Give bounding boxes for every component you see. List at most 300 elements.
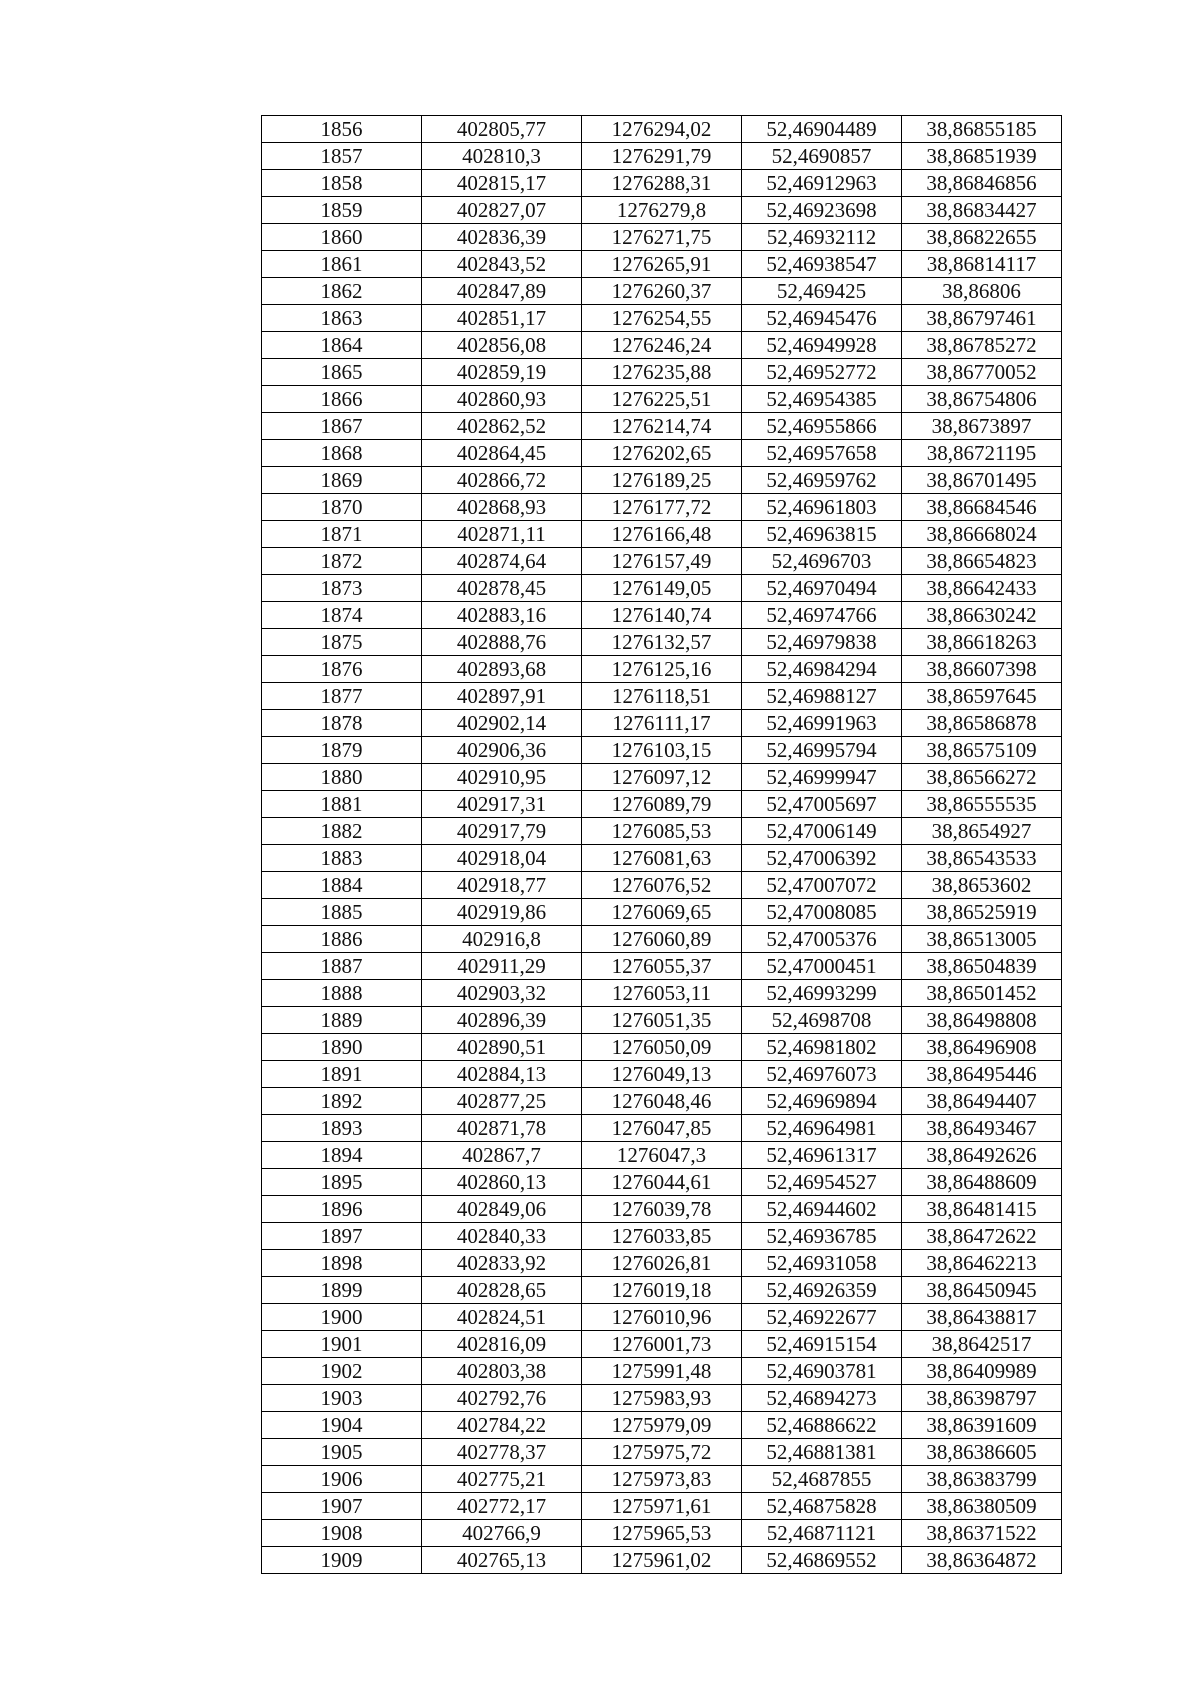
longitude-cell: 38,86391609 — [902, 1412, 1062, 1439]
x-coordinate-cell: 402765,13 — [422, 1547, 582, 1574]
y-coordinate-cell: 1276103,15 — [582, 737, 742, 764]
table-row — [262, 305, 1062, 332]
latitude-cell: 52,4687855 — [742, 1466, 902, 1493]
point-number-cell: 1896 — [262, 1196, 422, 1223]
y-coordinate-cell: 1276225,51 — [582, 386, 742, 413]
longitude-cell: 38,86851939 — [902, 143, 1062, 170]
point-number-cell: 1872 — [262, 548, 422, 575]
point-number-cell: 1866 — [262, 386, 422, 413]
latitude-cell: 52,47008085 — [742, 899, 902, 926]
longitude-cell: 38,86586878 — [902, 710, 1062, 737]
x-coordinate-cell: 402816,09 — [422, 1331, 582, 1358]
x-coordinate-cell: 402902,14 — [422, 710, 582, 737]
point-number-cell: 1870 — [262, 494, 422, 521]
table-row — [262, 1412, 1062, 1439]
table-row — [262, 1169, 1062, 1196]
point-number-cell: 1906 — [262, 1466, 422, 1493]
point-number-cell: 1905 — [262, 1439, 422, 1466]
x-coordinate-cell: 402847,89 — [422, 278, 582, 305]
y-coordinate-cell: 1276254,55 — [582, 305, 742, 332]
longitude-cell: 38,86501452 — [902, 980, 1062, 1007]
table-row — [262, 575, 1062, 602]
x-coordinate-cell: 402866,72 — [422, 467, 582, 494]
longitude-cell: 38,86450945 — [902, 1277, 1062, 1304]
table-row — [262, 1520, 1062, 1547]
point-number-cell: 1897 — [262, 1223, 422, 1250]
y-coordinate-cell: 1276060,89 — [582, 926, 742, 953]
table-row — [262, 1088, 1062, 1115]
latitude-cell: 52,46954527 — [742, 1169, 902, 1196]
longitude-cell: 38,86383799 — [902, 1466, 1062, 1493]
longitude-cell: 38,86472622 — [902, 1223, 1062, 1250]
x-coordinate-cell: 402862,52 — [422, 413, 582, 440]
table-row — [262, 413, 1062, 440]
latitude-cell: 52,46999947 — [742, 764, 902, 791]
longitude-cell: 38,86462213 — [902, 1250, 1062, 1277]
table-row — [262, 1034, 1062, 1061]
y-coordinate-cell: 1276069,65 — [582, 899, 742, 926]
longitude-cell: 38,86721195 — [902, 440, 1062, 467]
latitude-cell: 52,46944602 — [742, 1196, 902, 1223]
table-row — [262, 1277, 1062, 1304]
table-row — [262, 1331, 1062, 1358]
y-coordinate-cell: 1276026,81 — [582, 1250, 742, 1277]
x-coordinate-cell: 402919,86 — [422, 899, 582, 926]
latitude-cell: 52,46959762 — [742, 467, 902, 494]
longitude-cell: 38,86701495 — [902, 467, 1062, 494]
point-number-cell: 1871 — [262, 521, 422, 548]
longitude-cell: 38,86438817 — [902, 1304, 1062, 1331]
y-coordinate-cell: 1276149,05 — [582, 575, 742, 602]
y-coordinate-cell: 1275983,93 — [582, 1385, 742, 1412]
x-coordinate-cell: 402906,36 — [422, 737, 582, 764]
longitude-cell: 38,86575109 — [902, 737, 1062, 764]
x-coordinate-cell: 402849,06 — [422, 1196, 582, 1223]
longitude-cell: 38,86409989 — [902, 1358, 1062, 1385]
latitude-cell: 52,47000451 — [742, 953, 902, 980]
longitude-cell: 38,86754806 — [902, 386, 1062, 413]
y-coordinate-cell: 1276047,85 — [582, 1115, 742, 1142]
x-coordinate-cell: 402884,13 — [422, 1061, 582, 1088]
y-coordinate-cell: 1276044,61 — [582, 1169, 742, 1196]
longitude-cell: 38,8654927 — [902, 818, 1062, 845]
table-row — [262, 1061, 1062, 1088]
coordinates-table-body — [262, 116, 1062, 1574]
table-row — [262, 872, 1062, 899]
x-coordinate-cell: 402860,93 — [422, 386, 582, 413]
y-coordinate-cell: 1276047,3 — [582, 1142, 742, 1169]
point-number-cell: 1857 — [262, 143, 422, 170]
y-coordinate-cell: 1276089,79 — [582, 791, 742, 818]
point-number-cell: 1909 — [262, 1547, 422, 1574]
longitude-cell: 38,86513005 — [902, 926, 1062, 953]
latitude-cell: 52,47005697 — [742, 791, 902, 818]
x-coordinate-cell: 402877,25 — [422, 1088, 582, 1115]
longitude-cell: 38,86770052 — [902, 359, 1062, 386]
longitude-cell: 38,86386605 — [902, 1439, 1062, 1466]
point-number-cell: 1864 — [262, 332, 422, 359]
point-number-cell: 1898 — [262, 1250, 422, 1277]
latitude-cell: 52,46954385 — [742, 386, 902, 413]
y-coordinate-cell: 1276050,09 — [582, 1034, 742, 1061]
point-number-cell: 1899 — [262, 1277, 422, 1304]
x-coordinate-cell: 402897,91 — [422, 683, 582, 710]
latitude-cell: 52,46912963 — [742, 170, 902, 197]
y-coordinate-cell: 1276271,75 — [582, 224, 742, 251]
longitude-cell: 38,86525919 — [902, 899, 1062, 926]
x-coordinate-cell: 402851,17 — [422, 305, 582, 332]
x-coordinate-cell: 402836,39 — [422, 224, 582, 251]
x-coordinate-cell: 402778,37 — [422, 1439, 582, 1466]
table-row — [262, 332, 1062, 359]
longitude-cell: 38,86797461 — [902, 305, 1062, 332]
x-coordinate-cell: 402868,93 — [422, 494, 582, 521]
point-number-cell: 1869 — [262, 467, 422, 494]
y-coordinate-cell: 1275961,02 — [582, 1547, 742, 1574]
y-coordinate-cell: 1276132,57 — [582, 629, 742, 656]
table-row — [262, 710, 1062, 737]
table-row — [262, 386, 1062, 413]
latitude-cell: 52,46955866 — [742, 413, 902, 440]
point-number-cell: 1879 — [262, 737, 422, 764]
longitude-cell: 38,8642517 — [902, 1331, 1062, 1358]
y-coordinate-cell: 1276118,51 — [582, 683, 742, 710]
latitude-cell: 52,46991963 — [742, 710, 902, 737]
point-number-cell: 1891 — [262, 1061, 422, 1088]
longitude-cell: 38,86684546 — [902, 494, 1062, 521]
latitude-cell: 52,46932112 — [742, 224, 902, 251]
longitude-cell: 38,86398797 — [902, 1385, 1062, 1412]
longitude-cell: 38,86380509 — [902, 1493, 1062, 1520]
point-number-cell: 1876 — [262, 656, 422, 683]
longitude-cell: 38,86364872 — [902, 1547, 1062, 1574]
longitude-cell: 38,8653602 — [902, 872, 1062, 899]
latitude-cell: 52,46949928 — [742, 332, 902, 359]
x-coordinate-cell: 402910,95 — [422, 764, 582, 791]
latitude-cell: 52,46964981 — [742, 1115, 902, 1142]
x-coordinate-cell: 402784,22 — [422, 1412, 582, 1439]
x-coordinate-cell: 402896,39 — [422, 1007, 582, 1034]
y-coordinate-cell: 1275965,53 — [582, 1520, 742, 1547]
point-number-cell: 1883 — [262, 845, 422, 872]
table-row — [262, 170, 1062, 197]
point-number-cell: 1903 — [262, 1385, 422, 1412]
table-row — [262, 1250, 1062, 1277]
longitude-cell: 38,86846856 — [902, 170, 1062, 197]
y-coordinate-cell: 1276279,8 — [582, 197, 742, 224]
latitude-cell: 52,47006392 — [742, 845, 902, 872]
point-number-cell: 1893 — [262, 1115, 422, 1142]
table-row — [262, 818, 1062, 845]
latitude-cell: 52,46894273 — [742, 1385, 902, 1412]
point-number-cell: 1885 — [262, 899, 422, 926]
point-number-cell: 1889 — [262, 1007, 422, 1034]
latitude-cell: 52,46936785 — [742, 1223, 902, 1250]
table-row — [262, 1304, 1062, 1331]
latitude-cell: 52,46886622 — [742, 1412, 902, 1439]
longitude-cell: 38,86498808 — [902, 1007, 1062, 1034]
table-row — [262, 1196, 1062, 1223]
y-coordinate-cell: 1276019,18 — [582, 1277, 742, 1304]
y-coordinate-cell: 1276051,35 — [582, 1007, 742, 1034]
y-coordinate-cell: 1276235,88 — [582, 359, 742, 386]
latitude-cell: 52,46938547 — [742, 251, 902, 278]
latitude-cell: 52,46976073 — [742, 1061, 902, 1088]
table-row — [262, 1142, 1062, 1169]
table-row — [262, 926, 1062, 953]
table-row — [262, 899, 1062, 926]
latitude-cell: 52,4690857 — [742, 143, 902, 170]
y-coordinate-cell: 1276053,11 — [582, 980, 742, 1007]
x-coordinate-cell: 402918,77 — [422, 872, 582, 899]
point-number-cell: 1863 — [262, 305, 422, 332]
y-coordinate-cell: 1276294,02 — [582, 116, 742, 143]
longitude-cell: 38,86555535 — [902, 791, 1062, 818]
longitude-cell: 38,86668024 — [902, 521, 1062, 548]
latitude-cell: 52,46922677 — [742, 1304, 902, 1331]
x-coordinate-cell: 402803,38 — [422, 1358, 582, 1385]
x-coordinate-cell: 402918,04 — [422, 845, 582, 872]
longitude-cell: 38,86785272 — [902, 332, 1062, 359]
y-coordinate-cell: 1276049,13 — [582, 1061, 742, 1088]
y-coordinate-cell: 1275979,09 — [582, 1412, 742, 1439]
longitude-cell: 38,86488609 — [902, 1169, 1062, 1196]
x-coordinate-cell: 402916,8 — [422, 926, 582, 953]
x-coordinate-cell: 402828,65 — [422, 1277, 582, 1304]
y-coordinate-cell: 1275973,83 — [582, 1466, 742, 1493]
x-coordinate-cell: 402840,33 — [422, 1223, 582, 1250]
table-row — [262, 656, 1062, 683]
x-coordinate-cell: 402903,32 — [422, 980, 582, 1007]
latitude-cell: 52,46904489 — [742, 116, 902, 143]
latitude-cell: 52,46915154 — [742, 1331, 902, 1358]
table-row — [262, 521, 1062, 548]
table-row — [262, 1007, 1062, 1034]
table-row — [262, 197, 1062, 224]
y-coordinate-cell: 1276111,17 — [582, 710, 742, 737]
table-row — [262, 683, 1062, 710]
y-coordinate-cell: 1276001,73 — [582, 1331, 742, 1358]
y-coordinate-cell: 1276189,25 — [582, 467, 742, 494]
x-coordinate-cell: 402874,64 — [422, 548, 582, 575]
point-number-cell: 1860 — [262, 224, 422, 251]
latitude-cell: 52,47005376 — [742, 926, 902, 953]
y-coordinate-cell: 1275971,61 — [582, 1493, 742, 1520]
longitude-cell: 38,86642433 — [902, 575, 1062, 602]
y-coordinate-cell: 1276246,24 — [582, 332, 742, 359]
longitude-cell: 38,86630242 — [902, 602, 1062, 629]
y-coordinate-cell: 1276033,85 — [582, 1223, 742, 1250]
y-coordinate-cell: 1276291,79 — [582, 143, 742, 170]
y-coordinate-cell: 1276039,78 — [582, 1196, 742, 1223]
x-coordinate-cell: 402860,13 — [422, 1169, 582, 1196]
x-coordinate-cell: 402890,51 — [422, 1034, 582, 1061]
point-number-cell: 1886 — [262, 926, 422, 953]
table-row — [262, 1547, 1062, 1574]
coordinates-table — [261, 115, 1062, 1574]
point-number-cell: 1875 — [262, 629, 422, 656]
point-number-cell: 1900 — [262, 1304, 422, 1331]
table-row — [262, 1385, 1062, 1412]
latitude-cell: 52,46993299 — [742, 980, 902, 1007]
table-row — [262, 467, 1062, 494]
latitude-cell: 52,46926359 — [742, 1277, 902, 1304]
table-row — [262, 143, 1062, 170]
latitude-cell: 52,469425 — [742, 278, 902, 305]
longitude-cell: 38,86654823 — [902, 548, 1062, 575]
point-number-cell: 1901 — [262, 1331, 422, 1358]
latitude-cell: 52,46981802 — [742, 1034, 902, 1061]
point-number-cell: 1865 — [262, 359, 422, 386]
table-row — [262, 953, 1062, 980]
longitude-cell: 38,86493467 — [902, 1115, 1062, 1142]
y-coordinate-cell: 1276140,74 — [582, 602, 742, 629]
x-coordinate-cell: 402917,79 — [422, 818, 582, 845]
latitude-cell: 52,46984294 — [742, 656, 902, 683]
y-coordinate-cell: 1276081,63 — [582, 845, 742, 872]
longitude-cell: 38,86566272 — [902, 764, 1062, 791]
table-row — [262, 980, 1062, 1007]
y-coordinate-cell: 1276097,12 — [582, 764, 742, 791]
point-number-cell: 1882 — [262, 818, 422, 845]
table-row — [262, 359, 1062, 386]
x-coordinate-cell: 402917,31 — [422, 791, 582, 818]
table-row — [262, 1439, 1062, 1466]
point-number-cell: 1856 — [262, 116, 422, 143]
table-row — [262, 845, 1062, 872]
x-coordinate-cell: 402871,78 — [422, 1115, 582, 1142]
latitude-cell: 52,46974766 — [742, 602, 902, 629]
x-coordinate-cell: 402827,07 — [422, 197, 582, 224]
table-row — [262, 764, 1062, 791]
latitude-cell: 52,46995794 — [742, 737, 902, 764]
y-coordinate-cell: 1276157,49 — [582, 548, 742, 575]
table-row — [262, 440, 1062, 467]
latitude-cell: 52,46923698 — [742, 197, 902, 224]
latitude-cell: 52,46931058 — [742, 1250, 902, 1277]
x-coordinate-cell: 402856,08 — [422, 332, 582, 359]
longitude-cell: 38,8673897 — [902, 413, 1062, 440]
x-coordinate-cell: 402864,45 — [422, 440, 582, 467]
longitude-cell: 38,86504839 — [902, 953, 1062, 980]
table-row — [262, 251, 1062, 278]
longitude-cell: 38,86814117 — [902, 251, 1062, 278]
point-number-cell: 1890 — [262, 1034, 422, 1061]
x-coordinate-cell: 402772,17 — [422, 1493, 582, 1520]
table-row — [262, 494, 1062, 521]
point-number-cell: 1862 — [262, 278, 422, 305]
point-number-cell: 1895 — [262, 1169, 422, 1196]
point-number-cell: 1887 — [262, 953, 422, 980]
latitude-cell: 52,46963815 — [742, 521, 902, 548]
longitude-cell: 38,86496908 — [902, 1034, 1062, 1061]
x-coordinate-cell: 402893,68 — [422, 656, 582, 683]
x-coordinate-cell: 402888,76 — [422, 629, 582, 656]
latitude-cell: 52,46961317 — [742, 1142, 902, 1169]
point-number-cell: 1868 — [262, 440, 422, 467]
table-row — [262, 1115, 1062, 1142]
longitude-cell: 38,86618263 — [902, 629, 1062, 656]
x-coordinate-cell: 402878,45 — [422, 575, 582, 602]
y-coordinate-cell: 1276048,46 — [582, 1088, 742, 1115]
x-coordinate-cell: 402867,7 — [422, 1142, 582, 1169]
x-coordinate-cell: 402859,19 — [422, 359, 582, 386]
point-number-cell: 1874 — [262, 602, 422, 629]
point-number-cell: 1881 — [262, 791, 422, 818]
latitude-cell: 52,46881381 — [742, 1439, 902, 1466]
longitude-cell: 38,86834427 — [902, 197, 1062, 224]
x-coordinate-cell: 402805,77 — [422, 116, 582, 143]
x-coordinate-cell: 402775,21 — [422, 1466, 582, 1493]
longitude-cell: 38,86806 — [902, 278, 1062, 305]
point-number-cell: 1907 — [262, 1493, 422, 1520]
y-coordinate-cell: 1276085,53 — [582, 818, 742, 845]
table-row — [262, 1358, 1062, 1385]
point-number-cell: 1904 — [262, 1412, 422, 1439]
point-number-cell: 1867 — [262, 413, 422, 440]
latitude-cell: 52,47007072 — [742, 872, 902, 899]
latitude-cell: 52,46970494 — [742, 575, 902, 602]
table-row — [262, 602, 1062, 629]
x-coordinate-cell: 402883,16 — [422, 602, 582, 629]
table-row — [262, 629, 1062, 656]
latitude-cell: 52,46871121 — [742, 1520, 902, 1547]
table-row — [262, 1466, 1062, 1493]
y-coordinate-cell: 1276202,65 — [582, 440, 742, 467]
longitude-cell: 38,86607398 — [902, 656, 1062, 683]
latitude-cell: 52,46903781 — [742, 1358, 902, 1385]
longitude-cell: 38,86855185 — [902, 116, 1062, 143]
point-number-cell: 1884 — [262, 872, 422, 899]
latitude-cell: 52,46952772 — [742, 359, 902, 386]
y-coordinate-cell: 1276055,37 — [582, 953, 742, 980]
x-coordinate-cell: 402815,17 — [422, 170, 582, 197]
table-row — [262, 1493, 1062, 1520]
point-number-cell: 1877 — [262, 683, 422, 710]
longitude-cell: 38,86492626 — [902, 1142, 1062, 1169]
y-coordinate-cell: 1276125,16 — [582, 656, 742, 683]
longitude-cell: 38,86495446 — [902, 1061, 1062, 1088]
latitude-cell: 52,46961803 — [742, 494, 902, 521]
y-coordinate-cell: 1276260,37 — [582, 278, 742, 305]
longitude-cell: 38,86481415 — [902, 1196, 1062, 1223]
y-coordinate-cell: 1275991,48 — [582, 1358, 742, 1385]
x-coordinate-cell: 402871,11 — [422, 521, 582, 548]
point-number-cell: 1894 — [262, 1142, 422, 1169]
y-coordinate-cell: 1276076,52 — [582, 872, 742, 899]
longitude-cell: 38,86822655 — [902, 224, 1062, 251]
point-number-cell: 1858 — [262, 170, 422, 197]
point-number-cell: 1908 — [262, 1520, 422, 1547]
y-coordinate-cell: 1276288,31 — [582, 170, 742, 197]
table-row — [262, 1223, 1062, 1250]
point-number-cell: 1859 — [262, 197, 422, 224]
x-coordinate-cell: 402792,76 — [422, 1385, 582, 1412]
table-row — [262, 791, 1062, 818]
y-coordinate-cell: 1276010,96 — [582, 1304, 742, 1331]
latitude-cell: 52,46875828 — [742, 1493, 902, 1520]
x-coordinate-cell: 402766,9 — [422, 1520, 582, 1547]
latitude-cell: 52,47006149 — [742, 818, 902, 845]
y-coordinate-cell: 1276214,74 — [582, 413, 742, 440]
x-coordinate-cell: 402911,29 — [422, 953, 582, 980]
table-row — [262, 548, 1062, 575]
latitude-cell: 52,46957658 — [742, 440, 902, 467]
latitude-cell: 52,46988127 — [742, 683, 902, 710]
longitude-cell: 38,86494407 — [902, 1088, 1062, 1115]
latitude-cell: 52,4698708 — [742, 1007, 902, 1034]
x-coordinate-cell: 402810,3 — [422, 143, 582, 170]
